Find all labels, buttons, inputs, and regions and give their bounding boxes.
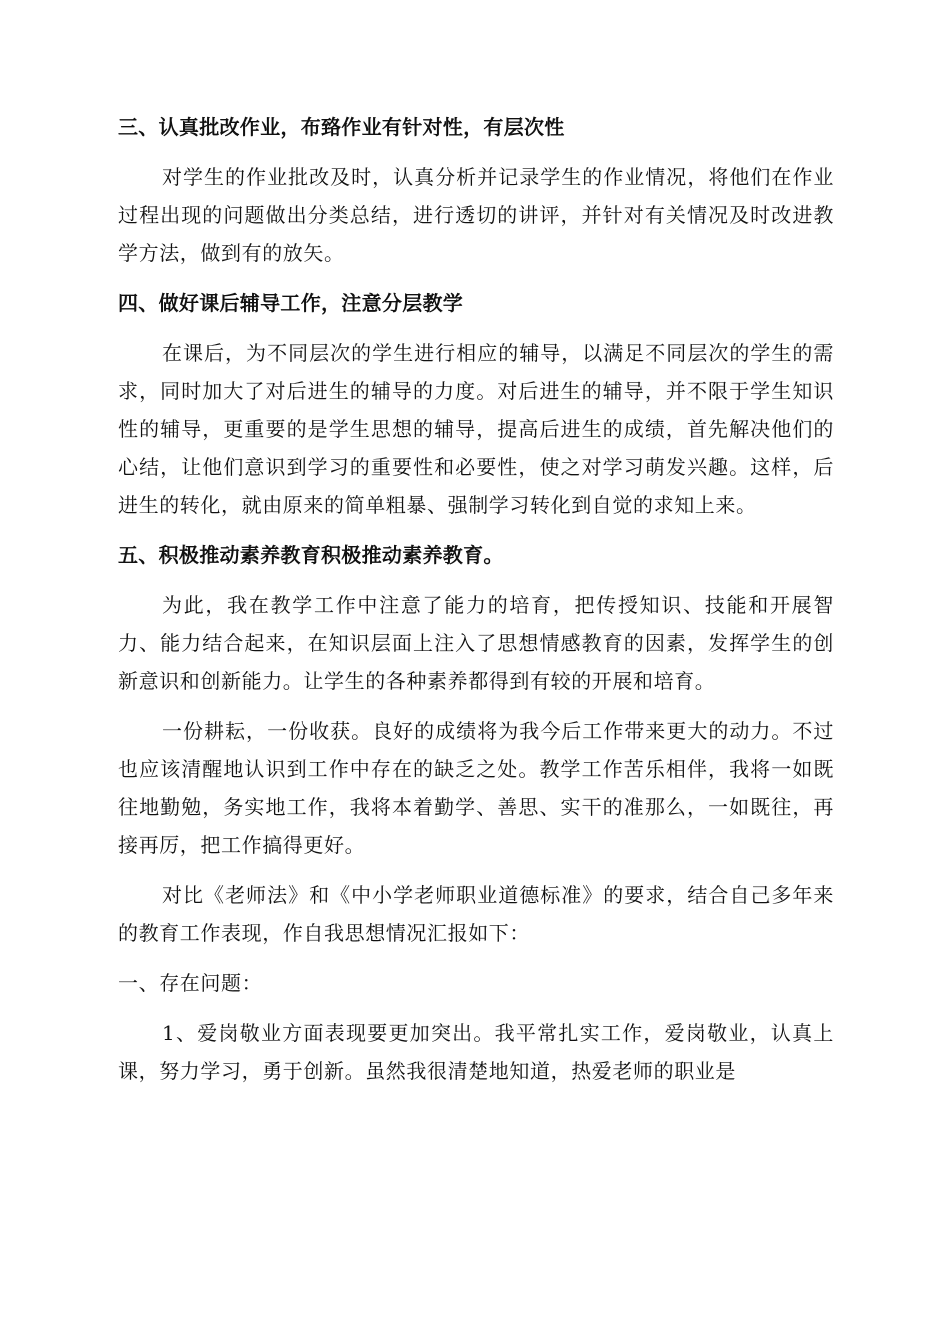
- section-heading-4: 四、做好课后辅导工作，注意分层教学: [118, 291, 464, 315]
- section-heading-3: 三、认真批改作业，布臵作业有针对性，有层次性: [118, 115, 565, 139]
- paragraph: 为此，我在教学工作中注意了能力的培育，把传授知识、技能和开展智力、能力结合起来，在知识层面上注入了思想情感教育的因素，发挥学生的创新意识和创新能力。让学生的各种素养都得到有较的开展和培育。: [118, 593, 834, 693]
- paragraph: 在课后，为不同层次的学生进行相应的辅导，以满足不同层次的学生的需求，同时加大了对后进生的辅导的力度。对后进生的辅导，并不限于学生知识性的辅导，更重要的是学生思想的辅导，提高后进生的成绩，首先解决他们的心结，让他们意识到学习的重要性和必要性，使之对学习萌发兴趣。这样，后进生的转化，就由原来的简单粗暴、强制学习转化到自觉的求知上来。: [118, 341, 834, 517]
- paragraph: 对学生的作业批改及时，认真分析并记录学生的作业情况，将他们在作业过程出现的问题做出分类总结，进行透切的讲评，并针对有关情况及时改进教学方法，做到有的放矢。: [118, 165, 834, 265]
- section-heading-5: 五、积极推动素养教育积极推动素养教育。: [118, 543, 504, 567]
- subheading-problems: 一、存在问题：: [118, 971, 263, 995]
- paragraph: 1、爱岗敬业方面表现要更加突出。我平常扎实工作，爱岗敬业，认真上课，努力学习，勇于创新。虽然我很清楚地知道，热爱老师的职业是: [118, 1021, 834, 1083]
- paragraph: 一份耕耘，一份收获。良好的成绩将为我今后工作带来更大的动力。不过也应该清醒地认识到工作中存在的缺乏之处。教学工作苦乐相伴，我将一如既往地勤勉，务实地工作，我将本着勤学、善思、实干的准那么，一如既往，再接再厉，把工作搞得更好。: [118, 719, 834, 857]
- document-page: [118, 108, 834, 1102]
- paragraph: 对比《老师法》和《中小学老师职业道德标准》的要求，结合自己多年来的教育工作表现，作自我思想情况汇报如下：: [118, 883, 834, 945]
